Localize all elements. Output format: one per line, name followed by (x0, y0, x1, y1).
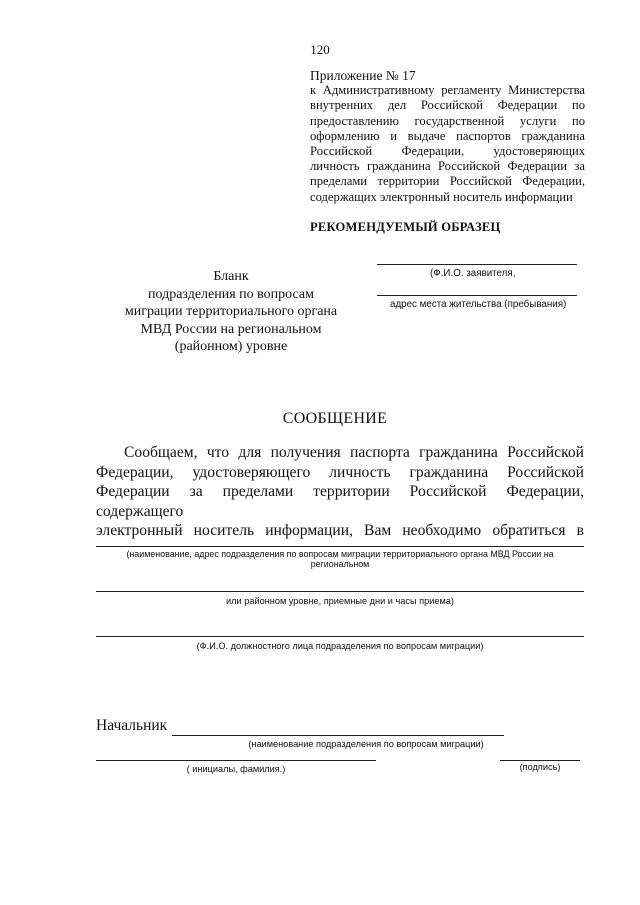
appendix-line: оформлению и выдаче паспортов гражданина (310, 128, 585, 143)
message-body (96, 443, 584, 541)
initials-caption: ( инициалы, фамилия.) (186, 764, 286, 774)
official-line (96, 636, 584, 637)
division-caption-2: или районном уровне, приемные дни и часы приема) (226, 596, 454, 606)
letterhead-line: (районном) уровне (174, 339, 288, 354)
applicant-address-line (377, 295, 577, 296)
applicant-address-caption: адрес места жительства (пребывания) (390, 299, 567, 310)
chief-label: Начальник (96, 717, 168, 734)
letterhead-line: подразделения по вопросам (148, 286, 314, 302)
appendix-line: пределами территории Российской Федерации, (310, 174, 585, 189)
appendix-line: внутренних дел Российской Федерации по (310, 98, 585, 113)
official-caption: (Ф.И.О. должностного лица подразделения по вопросам миграции) (196, 641, 484, 651)
division-caption-1: (наименование, адрес подразделения по вопросам миграции территориального органа МВД России на региональном (126, 549, 554, 569)
appendix-line: содержащих электронный носитель информации (310, 189, 573, 204)
letterhead-line: МВД России на региональном (140, 321, 322, 337)
appendix-header (310, 68, 585, 205)
body-line: Сообщаем, что для получения паспорта гражданина Российской (124, 444, 584, 461)
signature-caption: (подпись) (519, 762, 561, 772)
appendix-number: Приложение № 17 (310, 68, 416, 83)
appendix-line: предоставлению государственной услуги по (310, 113, 585, 128)
page-number: 120 (310, 42, 330, 57)
division-line-1 (96, 546, 584, 547)
initials-line (96, 760, 376, 761)
letterhead-block (96, 268, 366, 356)
body-line: Федерации, удостоверяющего личность гражданина Российской (96, 463, 584, 481)
applicant-name-caption: (Ф.И.О. заявителя, (430, 268, 516, 279)
body-line: электронный носитель информации, Вам необходимо обратиться в (96, 522, 584, 539)
division-line-2 (96, 591, 584, 592)
document-title: СООБЩЕНИЕ (282, 410, 388, 427)
signature-line (500, 760, 580, 761)
appendix-line: личность гражданина Российской Федерации за (310, 159, 585, 174)
body-line: Федерации за пределами территории Российской Федерации, содержащего (96, 483, 584, 520)
chief-division-line (172, 735, 504, 736)
sample-label: РЕКОМЕНДУЕМЫЙ ОБРАЗЕЦ (310, 220, 501, 234)
letterhead-line: Бланк (213, 269, 249, 284)
chief-division-caption: (наименование подразделения по вопросам миграции) (248, 739, 484, 749)
appendix-line: Российской Федерации, удостоверяющих (310, 144, 585, 159)
letterhead-line: миграции территориального органа (124, 304, 338, 319)
applicant-name-line (377, 264, 577, 265)
appendix-line: к Административному регламенту Министерства (310, 83, 585, 98)
